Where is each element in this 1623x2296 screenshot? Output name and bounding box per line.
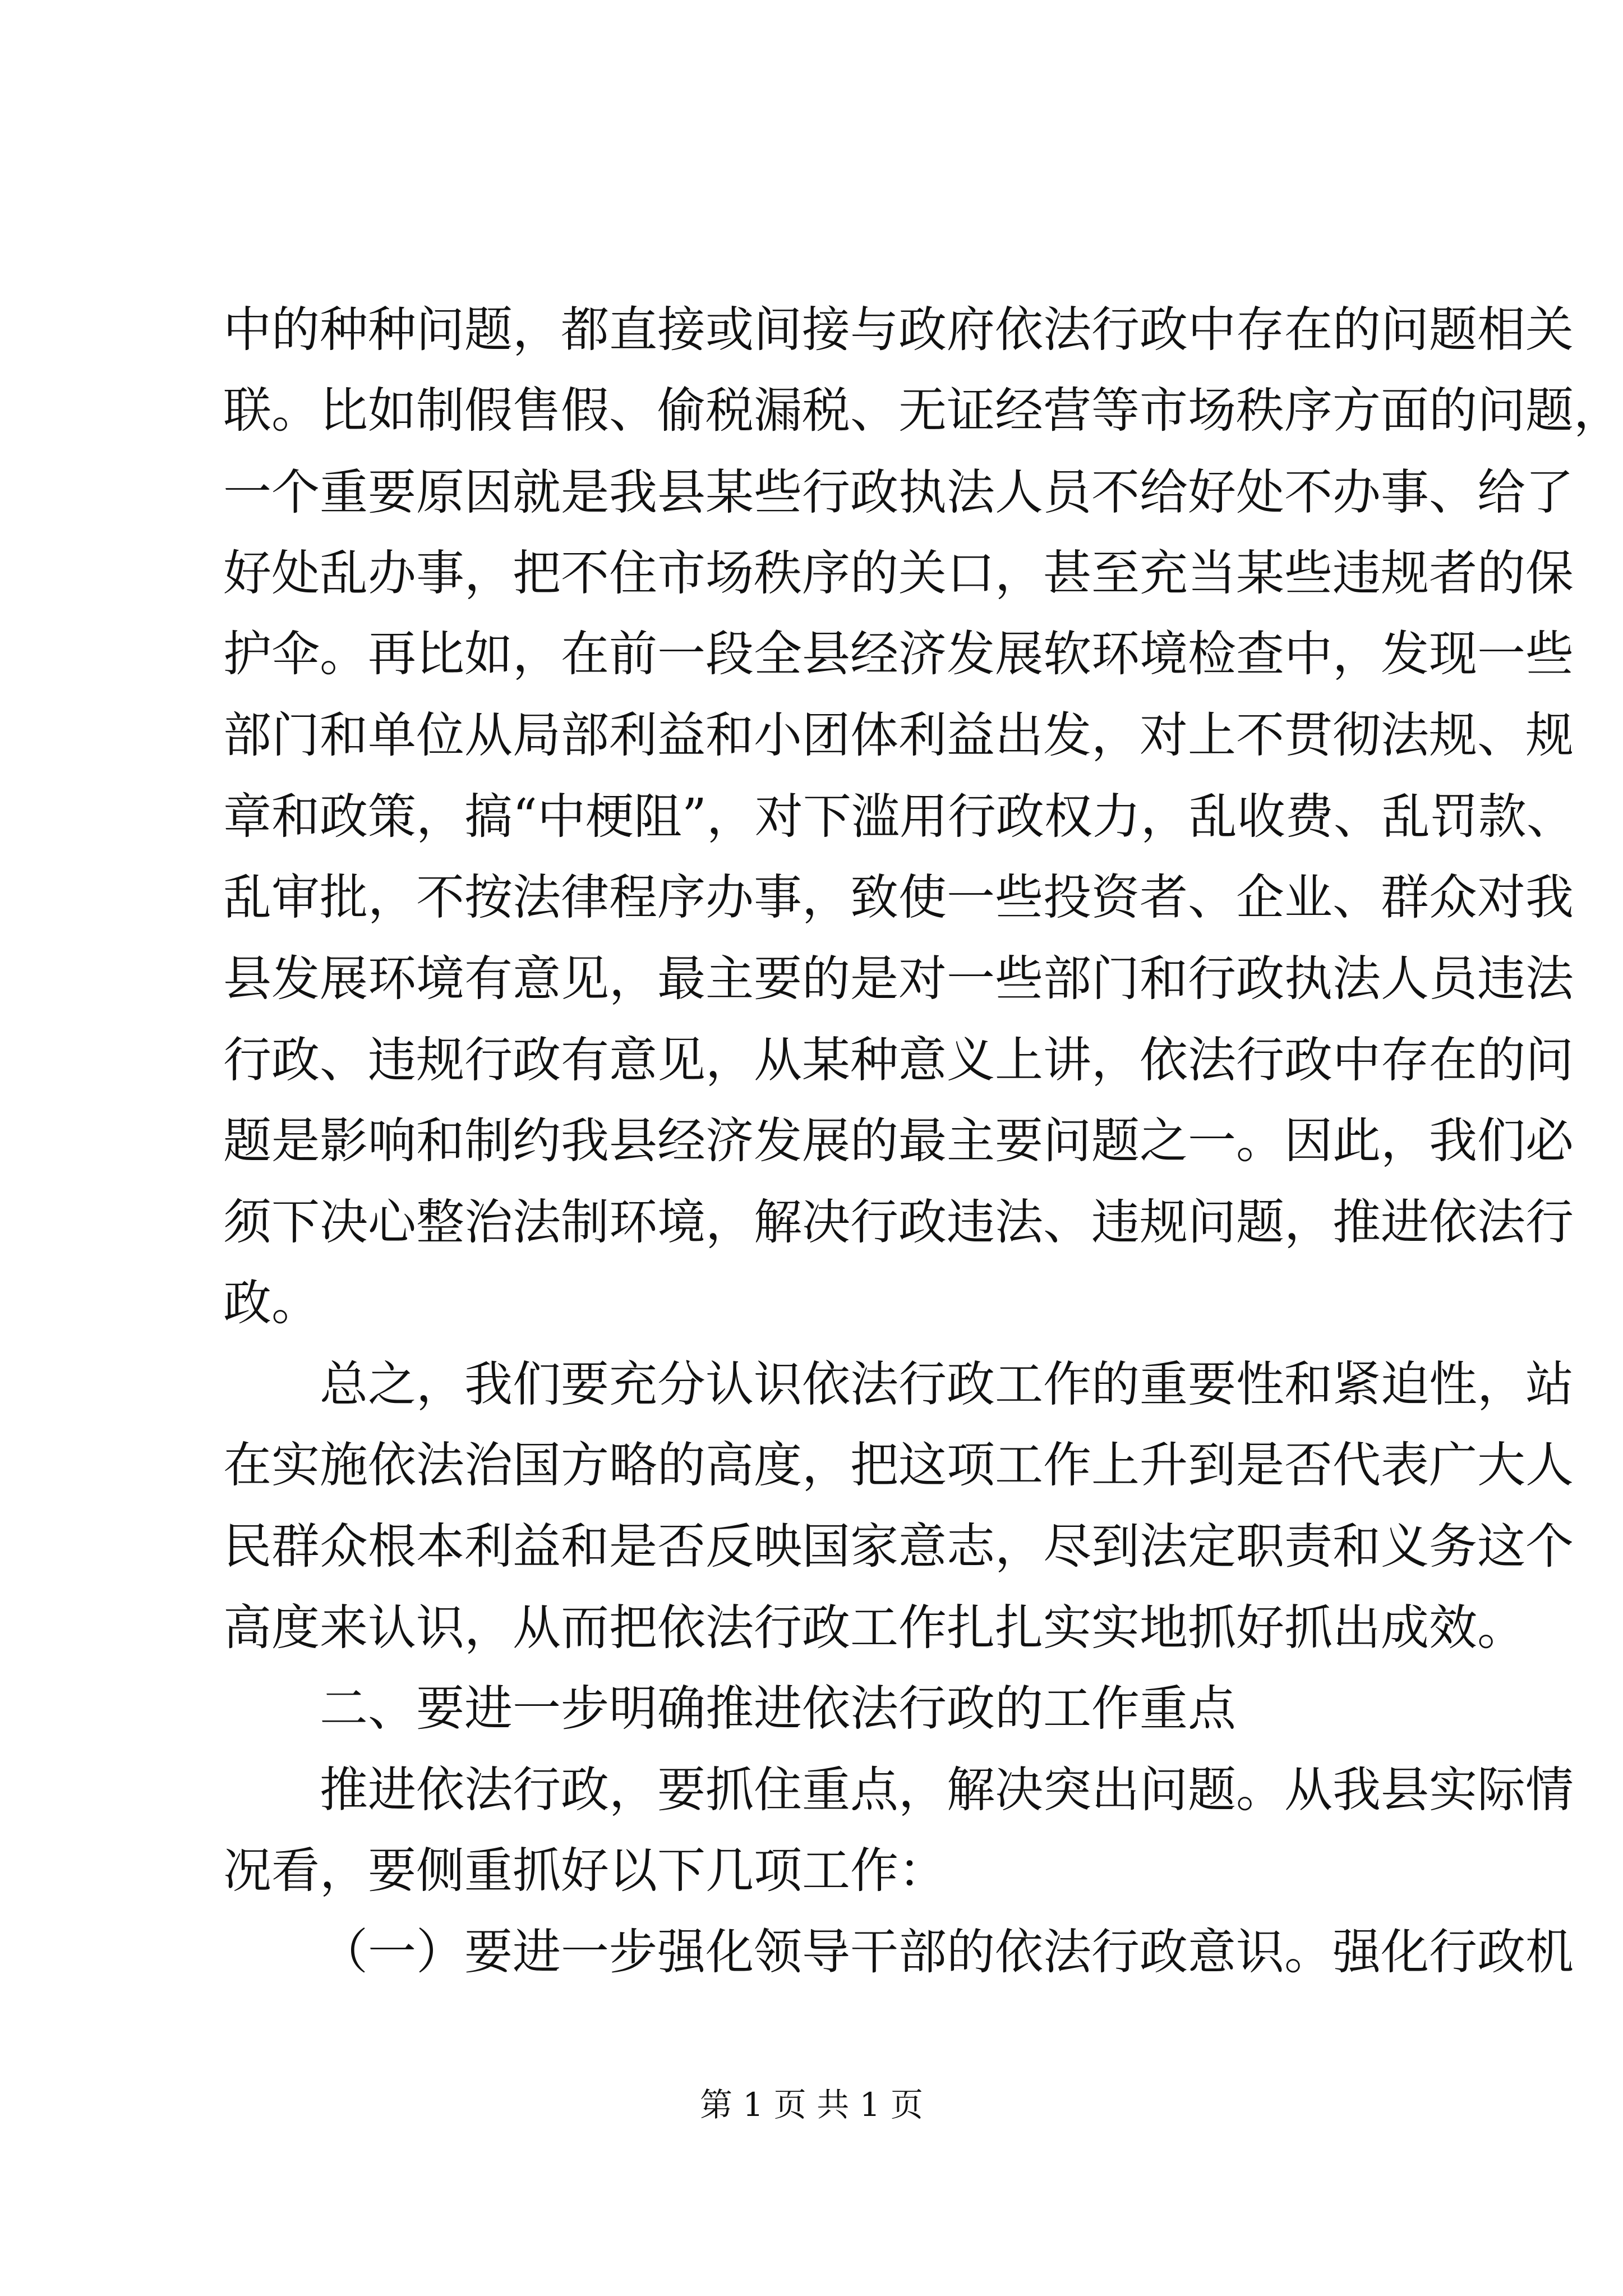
body-line-1: 中的种种问题，都直接或间接与政府依法行政中存在的问题相关 — [223, 302, 1574, 358]
page-number-footer: 第 1 页 共 1 页 — [700, 2086, 923, 2124]
paragraph-focus-line-2: 况看，要侧重抓好以下几项工作： — [223, 1843, 947, 1899]
body-line-13: 政。 — [223, 1275, 320, 1331]
body-line-4: 好处乱办事，把不住市场秩序的关口，甚至充当某些违规者的保 — [223, 545, 1574, 601]
body-line-10: 行政、违规行政有意见，从某种意义上讲，依法行政中存在的问 — [223, 1032, 1574, 1088]
body-line-11: 题是影响和制约我县经济发展的最主要问题之一。因此，我们必 — [223, 1113, 1574, 1169]
paragraph-summary-line-4: 高度来认识，从而把依法行政工作扎扎实实地抓好抓出成效。 — [223, 1600, 1525, 1656]
body-line-6: 部门和单位从局部利益和小团体利益出发，对上不贯彻法规、规 — [223, 707, 1574, 763]
body-line-5: 护伞。再比如，在前一段全县经济发展软环境检查中，发现一些 — [223, 626, 1574, 682]
paragraph-focus-line-1: 推进依法行政，要抓住重点，解决突出问题。从我县实际情 — [320, 1762, 1574, 1818]
body-line-8: 乱审批，不按法律程序办事，致使一些投资者、企业、群众对我 — [223, 869, 1574, 926]
paragraph-summary-line-1: 总之，我们要充分认识依法行政工作的重要性和紧迫性，站 — [320, 1356, 1574, 1412]
body-line-12: 须下决心整治法制环境，解决行政违法、违规问题，推进依法行 — [223, 1194, 1574, 1250]
section-heading: 二、要进一步明确推进依法行政的工作重点 — [320, 1681, 1236, 1737]
body-line-7: 章和政策，搞“中梗阻”，对下滥用行政权力，乱收费、乱罚款、 — [223, 789, 1575, 845]
subsection-line-1: （一）要进一步强化领导干部的依法行政意识。强化行政机 — [320, 1924, 1574, 1980]
body-line-3: 一个重要原因就是我县某些行政执法人员不给好处不办事、给了 — [223, 464, 1574, 521]
paragraph-summary-line-2: 在实施依法治国方略的高度，把这项工作上升到是否代表广大人 — [223, 1437, 1574, 1493]
body-line-2: 联。比如制假售假、偷税漏税、无证经营等市场秩序方面的问题， — [223, 383, 1622, 439]
paragraph-summary-line-3: 民群众根本利益和是否反映国家意志，尽到法定职责和义务这个 — [223, 1519, 1574, 1575]
body-line-9: 县发展环境有意见，最主要的是对一些部门和行政执法人员违法 — [223, 951, 1574, 1007]
